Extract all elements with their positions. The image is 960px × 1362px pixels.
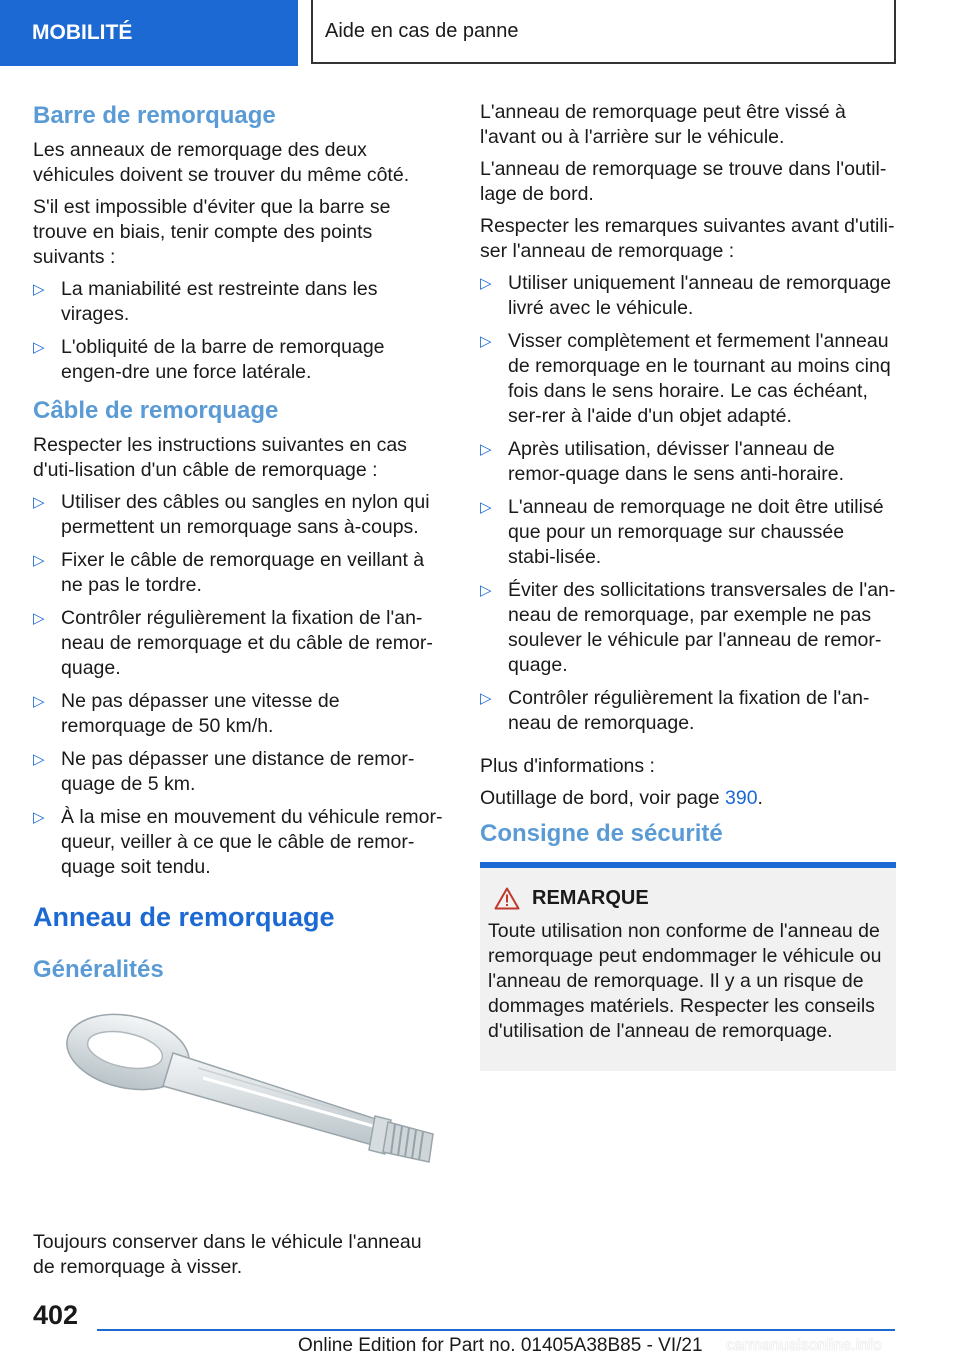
- list-item: ▷ Utiliser uniquement l'anneau de remorquage livré avec le véhicule.: [480, 271, 896, 321]
- left-column: [33, 100, 448, 1287]
- consigne-heading: Consigne de sécurité: [480, 820, 723, 847]
- right-column: [480, 100, 896, 1071]
- footer-divider: [97, 1329, 895, 1331]
- cross-reference: [480, 786, 896, 811]
- cable-heading: Câble de remorquage: [33, 397, 279, 424]
- list-item: ▷ Fixer le câble de remorquage en veillant à ne pas le tordre.: [33, 548, 448, 598]
- tow-eye-illustration: [33, 998, 448, 1208]
- chapter-header: [311, 0, 896, 64]
- generalites-heading: Généralités: [33, 956, 164, 983]
- list-item: ▷ À la mise en mouvement du véhicule remor‐queur, veiller à ce que le câble de remor‐quage soit tendu.: [33, 805, 448, 880]
- barre-paragraph-2: S'il est impossible d'éviter que la barre se trouve en biais, tenir compte des points suivants :: [33, 196, 391, 268]
- section-tab: [0, 0, 298, 66]
- cross-reference-end: .: [757, 787, 763, 809]
- anneau-heading: Anneau de remorquage: [33, 902, 335, 932]
- list-item: ▷ Visser complètement et fermement l'anneau de remorquage en le tournant au moins cinq fois dans le sens horaire. Le cas échéant, ser‐rer à l'aide d'un objet adapté.: [480, 329, 896, 429]
- anneau-list: [480, 271, 896, 736]
- cable-paragraph-1: Respecter les instructions suivantes en cas d'uti‐lisation d'un câble de remorquage :: [33, 434, 407, 481]
- tow-eye-icon: [33, 998, 448, 1208]
- notice-text: Toute utilisation non conforme de l'anneau de remorquage peut endommager le véhicule ou l'anneau de remorquage. Il y a un risque de dommages matériels. Respecter les conseils d'utilisation de l'anneau de remorquage.: [488, 920, 882, 1042]
- footer-edition: Online Edition for Part no. 01405A38B85 - VI/21: [298, 1335, 703, 1356]
- list-item: ▷ L'obliquité de la barre de remorquage engen‐dre une force latérale.: [33, 335, 448, 385]
- barre-heading: Barre de remorquage: [33, 102, 276, 129]
- cable-list: [33, 490, 448, 880]
- watermark-text: carmanualsonline.info: [726, 1337, 882, 1354]
- barre-paragraph-1: Les anneaux de remorquage des deux véhicules doivent se trouver du même côté.: [33, 139, 410, 186]
- right-paragraph-2: L'anneau de remorquage se trouve dans l'outil‐lage de bord.: [480, 158, 887, 205]
- section-title: MOBILITÉ: [32, 21, 133, 44]
- page-number: 402: [33, 1300, 79, 1330]
- cross-reference-text: Outillage de bord, voir page: [480, 787, 725, 809]
- chapter-title: Aide en cas de panne: [325, 19, 519, 42]
- right-paragraph-1: L'anneau de remorquage peut être vissé à l'avant ou à l'arrière sur le véhicule.: [480, 101, 846, 148]
- right-paragraph-3: Respecter les remarques suivantes avant d'utili‐ser l'anneau de remorquage :: [480, 215, 895, 262]
- notice-header: [488, 886, 888, 911]
- page-link[interactable]: 390: [725, 787, 758, 809]
- list-item: ▷ Ne pas dépasser une distance de remor‐quage de 5 km.: [33, 747, 448, 797]
- list-item: ▷ Utiliser des câbles ou sangles en nylon qui permettent un remorquage sans à-coups.: [33, 490, 448, 540]
- more-info-label: Plus d'informations :: [480, 755, 655, 777]
- tow-eye-caption: Toujours conserver dans le véhicule l'anneau de remorquage à visser.: [33, 1231, 422, 1278]
- barre-list: [33, 277, 448, 385]
- notice-label: REMARQUE: [532, 887, 649, 909]
- list-item: ▷ La maniabilité est restreinte dans les virages.: [33, 277, 448, 327]
- warning-icon: [494, 887, 520, 910]
- list-item: ▷ Ne pas dépasser une vitesse de remorquage de 50 km/h.: [33, 689, 448, 739]
- list-item: ▷ L'anneau de remorquage ne doit être utilisé que pour un remorquage sur chaussée stabi‐lisée.: [480, 495, 896, 570]
- list-item: ▷ Éviter des sollicitations transversales de l'an‐neau de remorquage, par exemple ne pas soulever le véhicule par l'anneau de remor‐quage.: [480, 578, 896, 678]
- list-item: ▷ Contrôler régulièrement la fixation de l'an‐neau de remorquage et du câble de remor‐quage.: [33, 606, 448, 681]
- list-item: ▷ Contrôler régulièrement la fixation de l'an‐neau de remorquage.: [480, 686, 896, 736]
- list-item: ▷ Après utilisation, dévisser l'anneau de remor‐quage dans le sens anti-horaire.: [480, 437, 896, 487]
- notice-box: [480, 862, 896, 1071]
